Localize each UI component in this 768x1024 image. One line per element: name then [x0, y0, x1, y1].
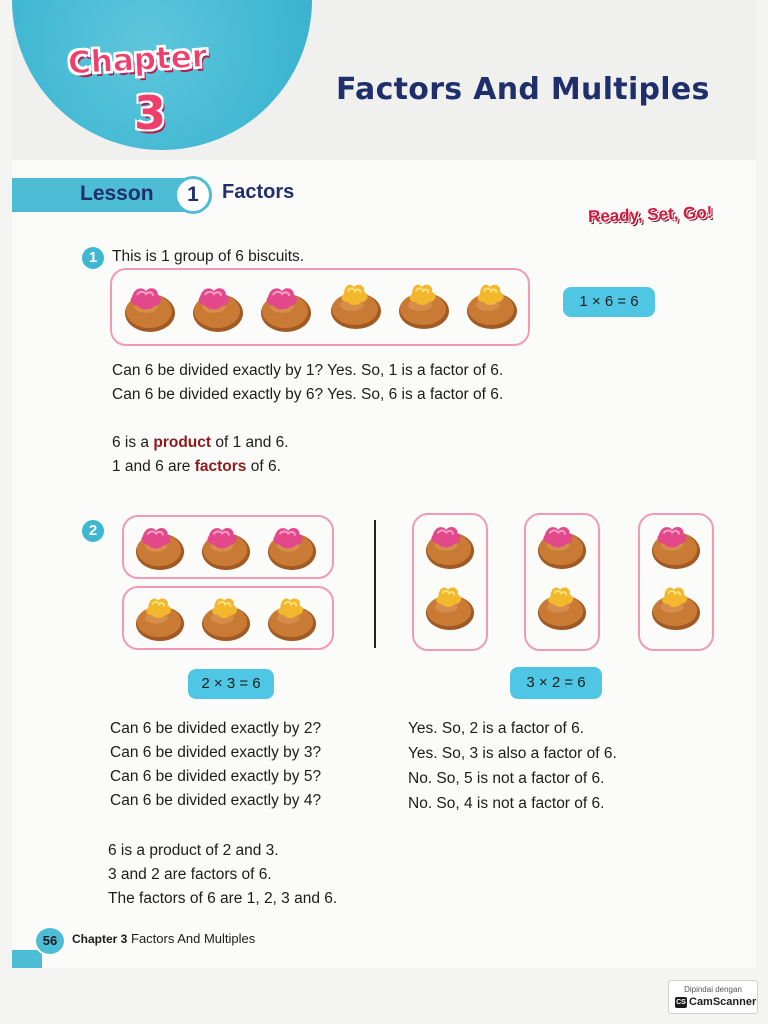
- pink-iced-biscuit-icon: [534, 521, 590, 571]
- lesson-label: Lesson: [80, 182, 154, 205]
- q2-question-3: Can 6 be divided exactly by 5?: [110, 768, 322, 785]
- equation-3x2: 3 × 2 = 6: [510, 667, 602, 699]
- yellow-iced-biscuit-icon: [648, 581, 704, 631]
- product-keyword: product: [153, 434, 212, 451]
- textbook-page: [12, 0, 756, 968]
- factors-keyword: factors: [194, 458, 247, 475]
- biscuit-row-yellow: [122, 586, 334, 650]
- pink-iced-biscuit-icon: [122, 282, 178, 334]
- q1-factors-post: of 6.: [246, 458, 281, 475]
- chapter-word: Chapter: [67, 38, 208, 82]
- q1-product-sentence: [112, 434, 289, 452]
- yellow-iced-biscuit-icon: [422, 581, 478, 631]
- page-number: 56: [34, 926, 66, 956]
- pink-iced-biscuit-icon: [132, 522, 188, 572]
- q2-summary-1: 6 is a product of 2 and 3.: [108, 842, 279, 859]
- q2-summary-3: The factors of 6 are 1, 2, 3 and 6.: [108, 890, 338, 907]
- q2-question-4: Can 6 be divided exactly by 4?: [110, 792, 322, 809]
- ready-set-go-badge: Ready, Set, Go!: [587, 202, 713, 227]
- q2-summary-2: 3 and 2 are factors of 6.: [108, 866, 272, 883]
- yellow-iced-biscuit-icon: [264, 592, 320, 642]
- chapter-number: 3: [134, 86, 167, 140]
- yellow-iced-biscuit-icon: [198, 592, 254, 642]
- pink-iced-biscuit-icon: [422, 521, 478, 571]
- lesson-number: 1: [174, 176, 212, 214]
- q2-answer-2: Yes. So, 3 is also a factor of 6.: [408, 745, 617, 762]
- scanner-caption: Dipindai dengan: [684, 985, 742, 994]
- yellow-iced-biscuit-icon: [396, 278, 452, 330]
- biscuit-column-1: [412, 513, 488, 651]
- footer-chapter-title: Factors And Multiples: [131, 931, 256, 946]
- pink-iced-biscuit-icon: [190, 282, 246, 334]
- equation-1x6: 1 × 6 = 6: [563, 287, 655, 317]
- equation-2x3: 2 × 3 = 6: [188, 669, 274, 699]
- yellow-iced-biscuit-icon: [328, 278, 384, 330]
- q2-answer-3: No. So, 5 is not a factor of 6.: [408, 770, 605, 787]
- camscanner-logo-icon: CS: [676, 999, 686, 1006]
- pink-iced-biscuit-icon: [258, 282, 314, 334]
- divider-line: [374, 520, 376, 648]
- lesson-title: Factors: [222, 181, 295, 203]
- q2-question-1: Can 6 be divided exactly by 2?: [110, 720, 322, 737]
- pink-iced-biscuit-icon: [648, 521, 704, 571]
- q2-answer-4: No. So, 4 is not a factor of 6.: [408, 795, 605, 812]
- camscanner-watermark: [668, 980, 758, 1014]
- yellow-iced-biscuit-icon: [534, 581, 590, 631]
- footer-accent: [12, 950, 42, 968]
- biscuit-row-pink: [122, 515, 334, 579]
- question-1-intro: This is 1 group of 6 biscuits.: [112, 248, 305, 265]
- q1-line-1: Can 6 be divided exactly by 1? Yes. So, 1 is a factor of 6.: [112, 362, 504, 379]
- q1-product-post: of 1 and 6.: [211, 434, 289, 451]
- q1-factors-sentence: [112, 458, 281, 476]
- scanner-name: CamScanner: [689, 996, 757, 1008]
- question-1-number: 1: [82, 247, 104, 269]
- biscuit-column-2: [524, 513, 600, 651]
- pink-iced-biscuit-icon: [198, 522, 254, 572]
- footer-chapter-label: Chapter 3: [72, 932, 128, 946]
- yellow-iced-biscuit-icon: [132, 592, 188, 642]
- biscuit-column-3: [638, 513, 714, 651]
- yellow-iced-biscuit-icon: [464, 278, 520, 330]
- question-2-number: 2: [82, 520, 104, 542]
- q2-question-2: Can 6 be divided exactly by 3?: [110, 744, 322, 761]
- q2-answer-1: Yes. So, 2 is a factor of 6.: [408, 720, 585, 737]
- biscuit-group-6: [110, 268, 530, 346]
- pink-iced-biscuit-icon: [264, 522, 320, 572]
- q1-product-pre: 6 is a: [112, 434, 154, 451]
- q1-line-2: Can 6 be divided exactly by 6? Yes. So, 6 is a factor of 6.: [112, 386, 504, 403]
- q1-factors-pre: 1 and 6 are: [112, 458, 195, 475]
- chapter-title: Factors And Multiples: [336, 72, 710, 107]
